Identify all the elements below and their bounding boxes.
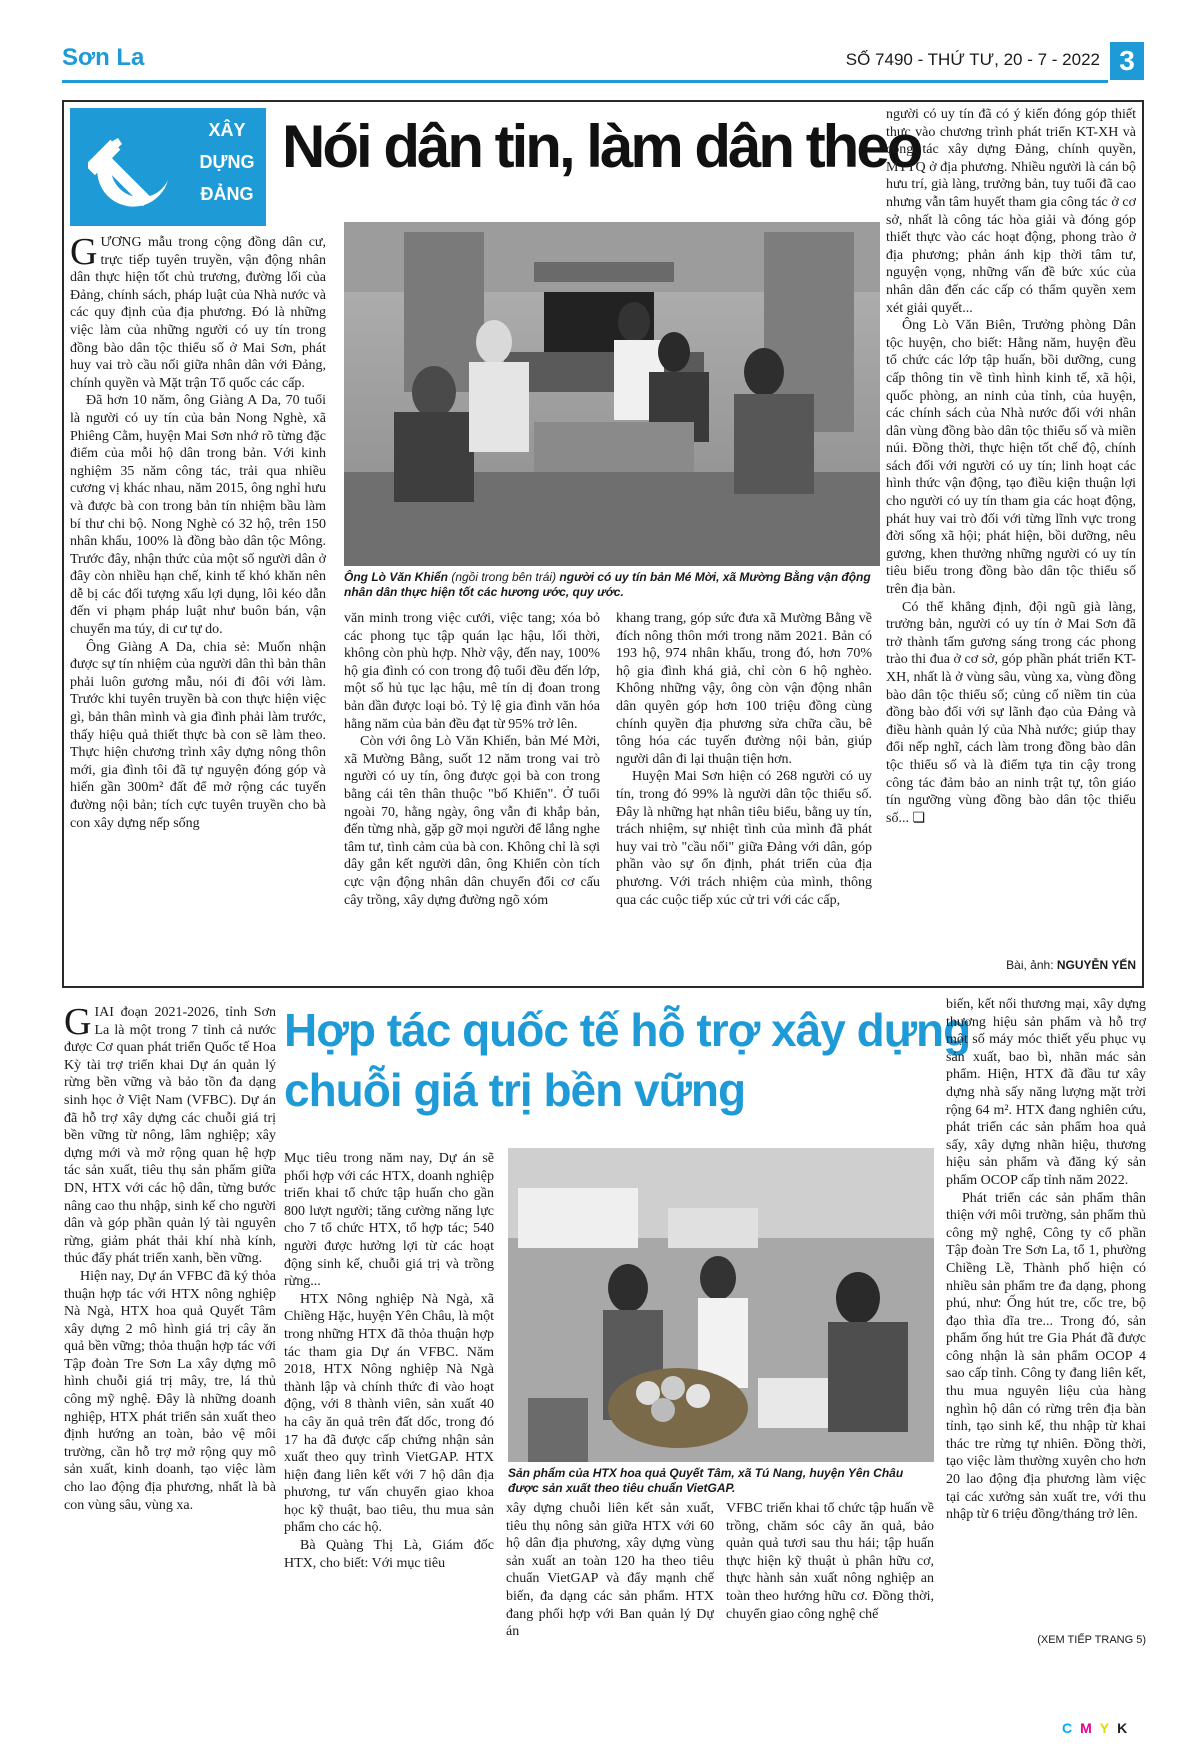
cmyk-k: K — [1117, 1720, 1136, 1736]
cmyk-y: Y — [1099, 1720, 1118, 1736]
article-1-paragraph: Ông Lò Văn Biên, Trưởng phòng Dân tộc huyện, cho biết: Hằng năm, huyện đều tổ chức các lớp tập huấn, bồi dưỡng, cung cấp thông tin về tình hình kinh tế, xã hội, quốc phòng, an ninh của tỉnh, của huyện, các chính sách của Nhà nước đối với nhân dân vùng đồng bào dân tộc thiểu số và miền núi. Đồng thời, thực hiện tốt chế độ, chính sách đối với người có uy tín; linh hoạt các hình thức vận động, tạo điều kiện thuận lợi cho người có uy tín tham gia các hoạt động, phát huy vai trò đối với từng lĩnh vực trong đời sống xã hội; phát hiện, bồi dưỡng, nêu gương, khen thưởng những người có uy tín tiêu biểu trong đồng bào dân tộc thiểu số trên địa bàn. — [886, 318, 1136, 598]
article-2-paragraph: Phát triển các sản phẩm thân thiện với môi trường, sản phẩm thủ công mỹ nghệ, Công ty cổ phần Tập đoàn Tre Sơn La, tổ 1, phường Chiềng Lề, Thành phố hiện có nhiều sản phẩm tre đa dạng, phong phú, như: Ống hút tre, cốc tre, bộ đạo thìa dĩa tre... Trong đó, sản phẩm ống hút tre Gia Phát đã được công nhận là sản phẩm OCOP 4 sao cấp tỉnh. Công ty đang liên kết, thu mua nguyên liệu của hàng nghìn hộ dân có rừng trên địa bàn tỉnh, tạo sinh kế, thu nhập từ khai thác tre rừng tự nhiên. Đồng thời, tạo việc làm thường xuyên cho hơn 20 lao động địa phương làm việc tại các xưởng sản xuất tre, với thu nhập từ 6 triệu đồng/tháng trở lên. — [946, 1190, 1146, 1523]
article-1-column-2 — [344, 610, 600, 972]
article-1-paragraph: khang trang, góp sức đưa xã Mường Bằng về đích nông thôn mới trong năm 2021. Bản có 193 hộ, 974 nhân khẩu, trong đó, hơn 70% hộ gia đình khá giả, chỉ còn 6 hộ nghèo. Không những vậy, ông còn vận động nhân dân quyên góp hơn 100 triệu đồng cùng chính quyền địa phương sửa chữa cầu, bê tông hóa các tuyến đường nội bản, giúp người dân đi lại thuận tiện hơn. — [616, 611, 872, 767]
header-rule — [62, 80, 1108, 83]
page-number — [1110, 42, 1144, 80]
page-number-text: 3 — [1119, 45, 1135, 76]
article-2-paragraph: Mục tiêu trong năm nay, Dự án sẽ phối hợp với các HTX, doanh nghiệp triển khai tổ chức tập huấn cho gần 800 lượt người; tăng cường năng lực cho 7 tổ chức HTX, tổ hợp tác; 540 người được hưởng lợi từ các hoạt động sinh kế, chuỗi giá trị và trồng rừng... — [284, 1151, 494, 1290]
drop-cap: G — [64, 1004, 92, 1043]
article-1-paragraph: văn minh trong việc cưới, việc tang; xóa bỏ các phong tục tập quán lạc hậu, lối thời, không còn phù hợp. Nhờ vậy, đến nay, 100% hộ gia đình có con trong độ tuổi đều đến lớp, một số hủ tục lạc hậu, mê tín dị đoan trong bản dần được loại bỏ. Tỷ lệ gia đình văn hóa hằng năm của bản đều đạt từ 95% trở lên. — [344, 611, 600, 732]
badge-line-3: ĐẢNG — [200, 184, 254, 204]
article-2-paragraph: VFBC triển khai tổ chức tập huấn về trồng, chăm sóc cây ăn quả, bảo quản quả tươi sau thu hái; tập huấn thực hiện kỹ thuật ủ phân hữu cơ, thực hành sản xuất nông nghiệp an toàn theo hướng hữu cơ. Đồng thời, chuyển giao công nghệ chế — [726, 1501, 934, 1622]
article-2-paragraph: GIAI đoạn 2021-2026, tỉnh Sơn La là một trong 7 tỉnh cả nước được Cơ quan phát triển Quốc tế Hoa Kỳ tài trợ triển khai Dự án quản lý rừng bền vững và bảo tồn đa dạng sinh học ở Việt Nam (VFBC). Dự án đã hỗ trợ xây dựng các chuỗi giá trị bền vững từ nông, lâm nghiệp; xây dựng mới và mở rộng quan hệ hợp tác sản xuất, tiêu thụ sản phẩm giữa DN, HTX với các hộ dân, từng bước nâng cao thu nhập, sinh kế cho người dân và góp phần quản lý tài nguyên rừng, giảm phát thải khí nhà kính, thúc đẩy phát triển xanh, bền vững. — [64, 1004, 276, 1267]
article-1-paragraph: Huyện Mai Sơn hiện có 268 người có uy tín, trong đó 99% là người dân tộc thiểu số. Đây là những hạt nhân tiêu biểu, bằng uy tín, trách nhiệm, sự nhiệt tình của mình đã phát huy vai trò "cầu nối" giữa Đảng với dân, góp phần vào sự ổn định, phát triển của địa phương. Với trách nhiệm của mình, thông qua các cuộc tiếp xúc cử tri với các cấp, — [616, 769, 872, 908]
article-2-title — [284, 1000, 971, 1120]
article-1-column-4 — [886, 106, 1136, 954]
article-1-photo — [344, 222, 880, 566]
article-2-column-1 — [64, 1004, 276, 1646]
article-2-photo — [508, 1148, 934, 1462]
article-2-photo-caption: Sản phẩm của HTX hoa quả Quyết Tâm, xã Tú Nang, huyện Yên Châu được sản xuất theo tiêu chuẩn VietGAP. — [508, 1466, 904, 1495]
article-2-column-3 — [506, 1500, 714, 1646]
article-2-paragraph: Hiện nay, Dự án VFBC đã ký thỏa thuận hợp tác với HTX nông nghiệp Nà Ngà, HTX hoa quả Quyết Tâm xây dựng 2 mô hình giá trị cây ăn quả bền vững; thỏa thuận hợp tác với Tập đoàn Tre Sơn La xây dựng mô hình chuỗi giá trị mây, tre, lá thủ công mỹ nghệ. Đây là những doanh nghiệp, HTX phát triển sản xuất theo định hướng an toàn, bảo vệ môi trường, cần hỗ trợ mở rộng quy mô sản xuất, kinh doanh, tạo việc làm cho lao động địa phương, nhất là bà con vùng sâu, vùng xa. — [64, 1268, 276, 1513]
article-1-paragraph: Ông Giàng A Da, chia sẻ: Muốn nhận được sự tín nhiệm của người dân thì bản thân phải luôn gương mẫu, nói đi đôi với làm. Trước khi tuyên truyền bà con thực hiện việc gì, bản thân mình và gia đình phải làm trước, thấy hiệu quả thiết thực bà con sẽ làm theo. Thực hiện chương trình xây dựng nông thôn mới, gia đình tôi đã tự nguyện đóng góp và hiến gần 300m² đất để mở rộng các tuyến đường nội bản; tích cực tuyên truyền cho bà con xây dựng nếp sống — [70, 639, 326, 831]
cmyk-c: C — [1062, 1720, 1081, 1736]
article-2-column-5 — [946, 996, 1146, 1632]
article-1-paragraph: Có thể khẳng định, đội ngũ già làng, trưởng bản, người có uy tín ở Mai Sơn đã trở thành tấm gương sáng trong các phong trào thi đua ở cơ sở, góp phần phát triển KT-XH, nhất là ở vùng sâu, vùng xa, vùng đồng bào dân tộc thiểu số; củng cố niềm tin của đồng bào đối với sự lãnh đạo của Đảng và điều hành quản lý của Nhà nước; giúp thay đổi nếp nghĩ, cách làm trong đồng bào dân tộc thiểu số và là điểm tựa tin cậy trong công tác đảm bảo an ninh trật tự, tôn giáo tín ngưỡng vùng đồng bào dân tộc thiểu số... ❏ — [886, 599, 1136, 826]
drop-cap: G — [70, 234, 98, 273]
article-1-column-3 — [616, 610, 872, 972]
article-1-photo-caption: Ông Lò Văn Khiển (ngồi trong bên trái) người có uy tín bản Mé Mời, xã Mường Bằng vận động nhân dân thực hiện tốt các hương ước, quy ước. — [344, 570, 871, 599]
badge-line-2: DỰNG — [199, 152, 255, 172]
article-1-paragraph: Còn với ông Lò Văn Khiển, bản Mé Mời, xã Mường Bằng, suốt 12 năm trong vai trò người có uy tín, ông được gọi bà con trong bằng cái tên thân thuộc "bố Khiển". Ở tuổi ngoài 70, hằng ngày, ông vẫn đi khắp bản, đến từng nhà, gặp gỡ mọi người để lắng nghe tâm tư, tình cảm của bà con. Không chỉ là sợi dây gắn kết người dân, ông Khiển còn tích cực vận động nhân dân chuyển đổi cơ cấu cây trồng, xây dựng đường ngõ xóm — [344, 734, 600, 908]
article-1-paragraph: GƯƠNG mẫu trong cộng đồng dân cư, trực tiếp tuyên truyền, vận động nhân dân thực hiện tốt chủ trương, đường lối của Đảng, chính sách, pháp luật của Nhà nước và các quy định của địa phương. Đó là những việc làm của những người có uy tín trong đồng bào dân tộc thiểu số ở Mai Sơn, phát huy vai trò cầu nối giữa nhân dân với Đảng, chính quyền và Mặt trận Tổ quốc các cấp. — [70, 234, 326, 391]
article-1-title: Nói dân tin, làm dân theo — [282, 113, 921, 180]
article-1-byline: Bài, ảnh: NGUYỄN YẾN — [1006, 958, 1136, 972]
article-2-title-line-1: Hợp tác quốc tế hỗ trợ xây dựng — [284, 1004, 971, 1056]
cmyk-m: M — [1080, 1720, 1100, 1736]
section-name: Sơn La — [62, 44, 145, 71]
article-2-paragraph: Bà Quàng Thị Là, Giám đốc HTX, cho biết: Với mục tiêu — [284, 1538, 494, 1571]
cmyk-marks — [1062, 1720, 1135, 1736]
article-2-column-2 — [284, 1150, 494, 1646]
article-1-paragraph: người có uy tín đã có ý kiến đóng góp thiết thực vào chương trình phát triển KT-XH và công tác xây dựng Đảng, chính quyền, MTTQ ở địa phương. Nhiều người là cán bộ hưu trí, già làng, trưởng bản, tuy tuổi đã cao nhưng vẫn tâm huyết tham gia công tác ở cơ sở, nhất là công tác hòa giải và đóng góp thiết thực vào các hoạt động, phong trào ở địa phương; phản ánh kịp thời tâm tư, nguyện vọng, những vấn đề bức xúc của nhân dân đến các cấp có thẩm quyền xem xét giải quyết... — [886, 107, 1136, 316]
article-2-paragraph: HTX Nông nghiệp Nà Ngà, xã Chiềng Hặc, huyện Yên Châu, là một trong những HTX đã thỏa thuận hợp tác tham gia Dự án VFBC. Năm 2018, HTX Nông nghiệp Nà Ngà thành lập và chính thức đi vào hoạt động, với 8 thành viên, sản xuất 40 ha cây ăn quả trên đất dốc, trong đó 17 ha đã được cấp chứng nhận sản xuất theo quy trình VietGAP. HTX hiện đang liên kết với 7 hộ dân địa phương, tư vấn chuyển giao khoa học kỹ thuật, bao tiêu, thu mua sản phẩm cho các hộ. — [284, 1291, 494, 1536]
issue-info: SỐ 7490 - THỨ TƯ, 20 - 7 - 2022 — [845, 50, 1100, 69]
article-2-column-4 — [726, 1500, 934, 1646]
continued-note: (XEM TIẾP TRANG 5) — [1037, 1634, 1146, 1646]
hammer-sickle-icon — [88, 118, 188, 218]
article-1-paragraph: Đã hơn 10 năm, ông Giàng A Da, 70 tuổi là người có uy tín của bản Nong Nghè, xã Phiêng Cằm, huyện Mai Sơn nhớ rõ từng đặc điểm của mỗi hộ dân trong bản. Với kinh nghiệm 35 năm công tác, trải qua nhiều cương vị khác nhau, năm 2015, ông nghỉ hưu và được bà con trong bản tín nhiệm bầu làm bí thư chi bộ. Nong Nghè có 32 hộ, trên 150 nhân khẩu, 100% là đồng bào dân tộc Mông. Trước đây, nhận thức của một số người dân ở đây còn nhiều hạn chế, kinh tế khó khăn nên dễ bị các đối tượng xấu lợi dụng, lôi kéo dẫn đến vi phạm pháp luật như buôn bán, vận chuyển ma túy, di cư tự do. — [70, 393, 326, 638]
article-2-paragraph: biến, kết nối thương mại, xây dựng thương hiệu sản phẩm và hỗ trợ một số máy móc thiết yếu phục vụ sản xuất, bao bì, nhãn mác sản phẩm. Hiện, HTX đã đầu tư xây dựng nhà sấy năng lượng mặt trời rộng 64 m². HTX đang nghiên cứu, phát triển các sản phẩm hoa quả sấy, xây dựng nhãn hiệu, thương hiệu sản phẩm và đăng ký sản phẩm OCOP cấp tỉnh năm 2022. — [946, 997, 1146, 1188]
article-2-title-line-2: chuỗi giá trị bền vững — [284, 1064, 746, 1116]
section-badge — [70, 108, 266, 226]
article-1-column-1 — [70, 234, 326, 972]
badge-line-1: XÂY — [208, 120, 246, 140]
article-2-paragraph: xây dựng chuỗi liên kết sản xuất, tiêu thụ nông sản giữa HTX với 60 hộ dân địa phương, xây dựng vùng sản xuất an toàn 120 ha theo tiêu chuẩn VietGAP và đẩy mạnh chế biến, đa dạng các sản phẩm. HTX đang phối hợp với Ban quản lý Dự án — [506, 1501, 714, 1640]
